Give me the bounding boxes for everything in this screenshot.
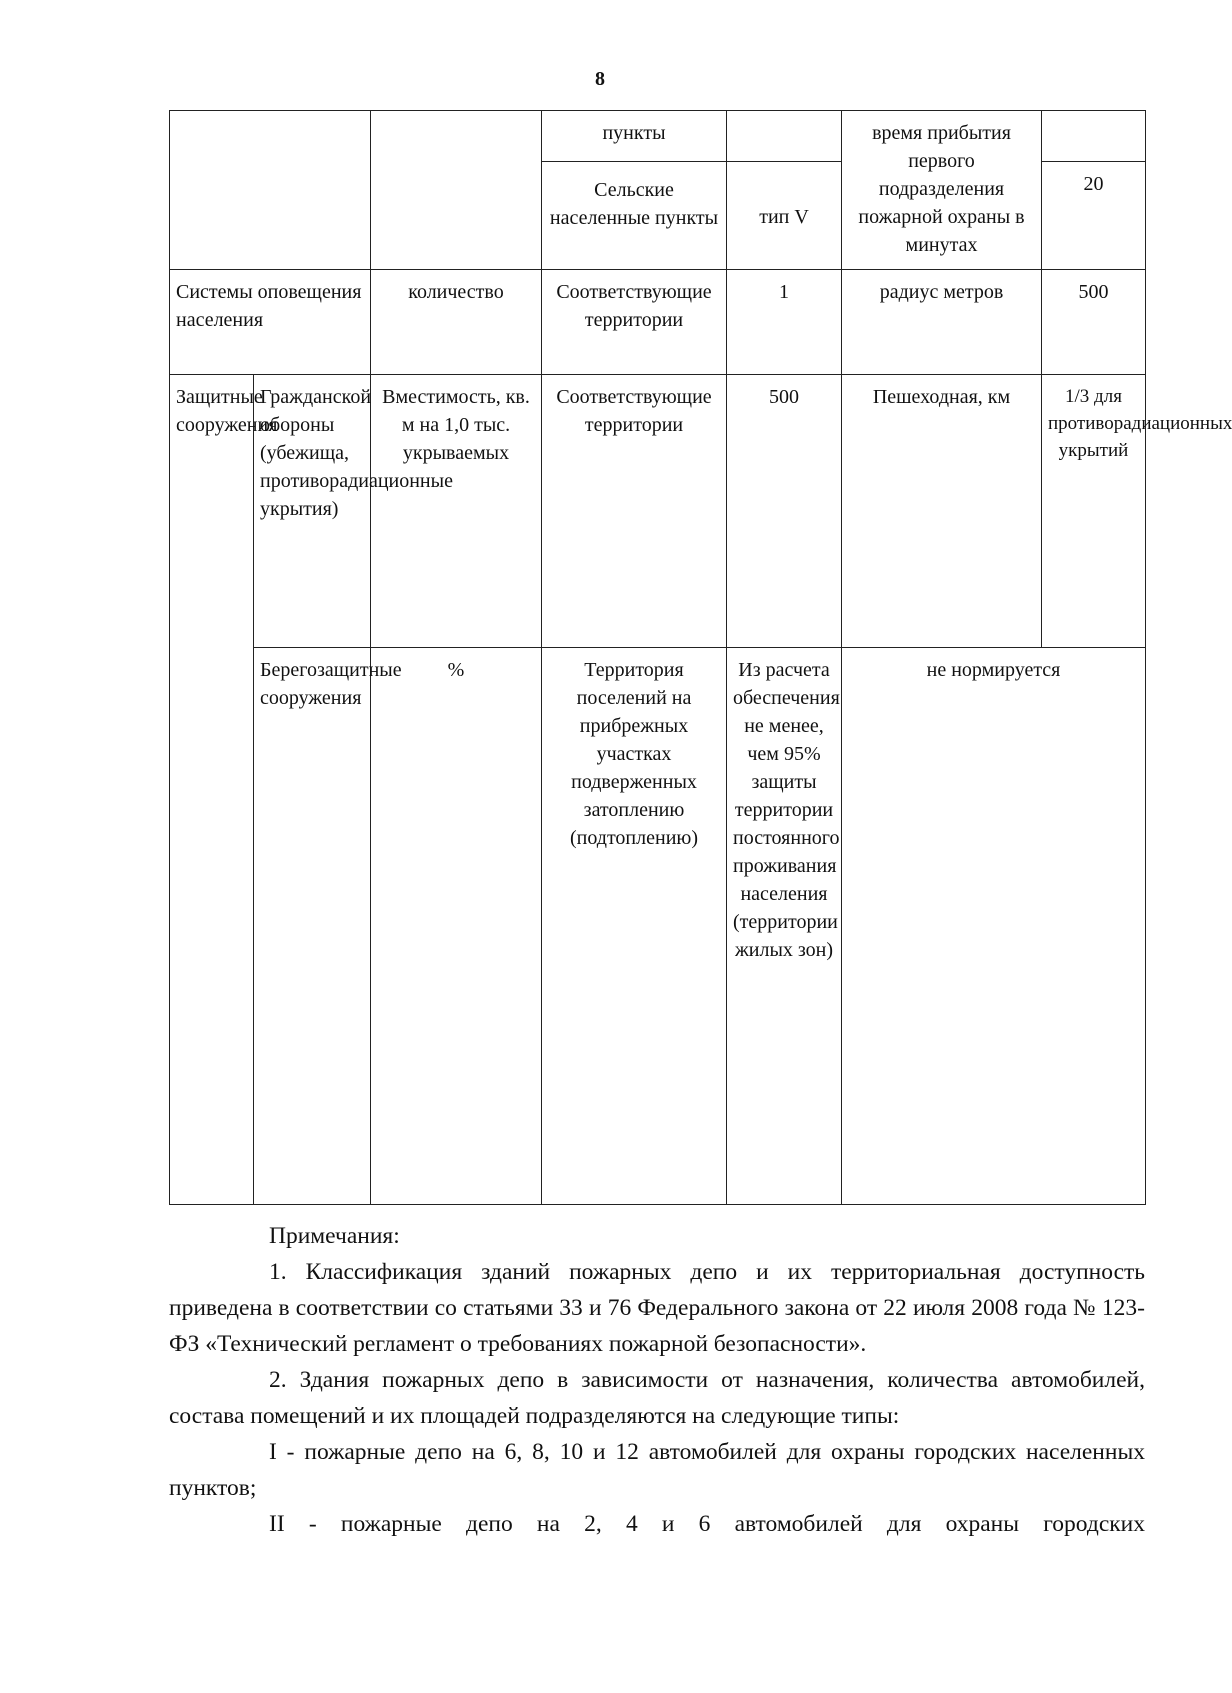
table-cell: 1 — [727, 270, 842, 375]
table-cell: 500 — [1042, 270, 1146, 375]
page-number: 8 — [595, 68, 605, 90]
table-cell: Системы оповещения населения — [170, 270, 371, 375]
table-cell: Из расчета обеспечения не менее, чем 95% защиты территории постоянного проживания населения (территории жилых зон) — [727, 648, 842, 1205]
notes-heading: Примечания: — [269, 1223, 400, 1249]
table-cell: Сельские населенные пункты — [542, 162, 727, 270]
table-cell: Вместимость, кв. м на 1,0 тыс. укрываемых — [371, 375, 542, 648]
table-cell: Территория поселений на прибрежных участках подверженных затоплению (подтоплению) — [542, 648, 727, 1205]
table-cell: 500 — [727, 375, 842, 648]
table-cell: пункты — [542, 111, 727, 162]
table-cell: 20 — [1042, 162, 1146, 270]
table-cell: Соответствующие территории — [542, 270, 727, 375]
note-paragraph: I - пожарные депо на 6, 8, 10 и 12 автомобилей для охраны городских населенных пунктов; — [169, 1439, 1145, 1501]
table-cell: радиус метров — [842, 270, 1042, 375]
table-row — [170, 648, 1146, 1205]
notes-section — [169, 1218, 1145, 1542]
note-paragraph: II - пожарные депо на 2, 4 и 6 автомобилей для охраны городских — [269, 1511, 1145, 1537]
table-cell: не нормируется — [842, 648, 1146, 1205]
table-cell — [170, 111, 371, 270]
table-cell: Пешеходная, км — [842, 375, 1042, 648]
norms-table — [169, 110, 1232, 1205]
table-cell — [727, 111, 842, 162]
table-cell — [1042, 111, 1146, 162]
table-row — [170, 270, 1146, 375]
table-cell: время прибытия первого подразделения пожарной охраны в минутах — [842, 111, 1042, 270]
note-paragraph: 1. Классификация зданий пожарных депо и их территориальная доступность приведена в соответствии со статьями 33 и 76 Федерального закона от 22 июля 2008 года № 123-ФЗ «Технический регламент о требованиях пожарной безопасности». — [169, 1259, 1145, 1357]
table-cell: Гражданской обороны (убежища, противорадиационные укрытия) — [254, 375, 371, 648]
table-cell — [371, 111, 542, 270]
table-cell: тип V — [727, 162, 842, 270]
table-cell: 1/3 для противорадиационных укрытий — [1042, 375, 1146, 648]
table-cell: Берегозащитные сооружения — [254, 648, 371, 1205]
table-row — [170, 375, 1146, 648]
table-cell: Соответствующие территории — [542, 375, 727, 648]
table-cell: % — [371, 648, 542, 1205]
table-cell: количество — [371, 270, 542, 375]
table-row — [170, 111, 1146, 162]
note-paragraph: 2. Здания пожарных депо в зависимости от назначения, количества автомобилей, состава помещений и их площадей подразделяются на следующие типы: — [169, 1367, 1145, 1429]
table-cell: Защитные сооружения — [170, 375, 254, 1205]
